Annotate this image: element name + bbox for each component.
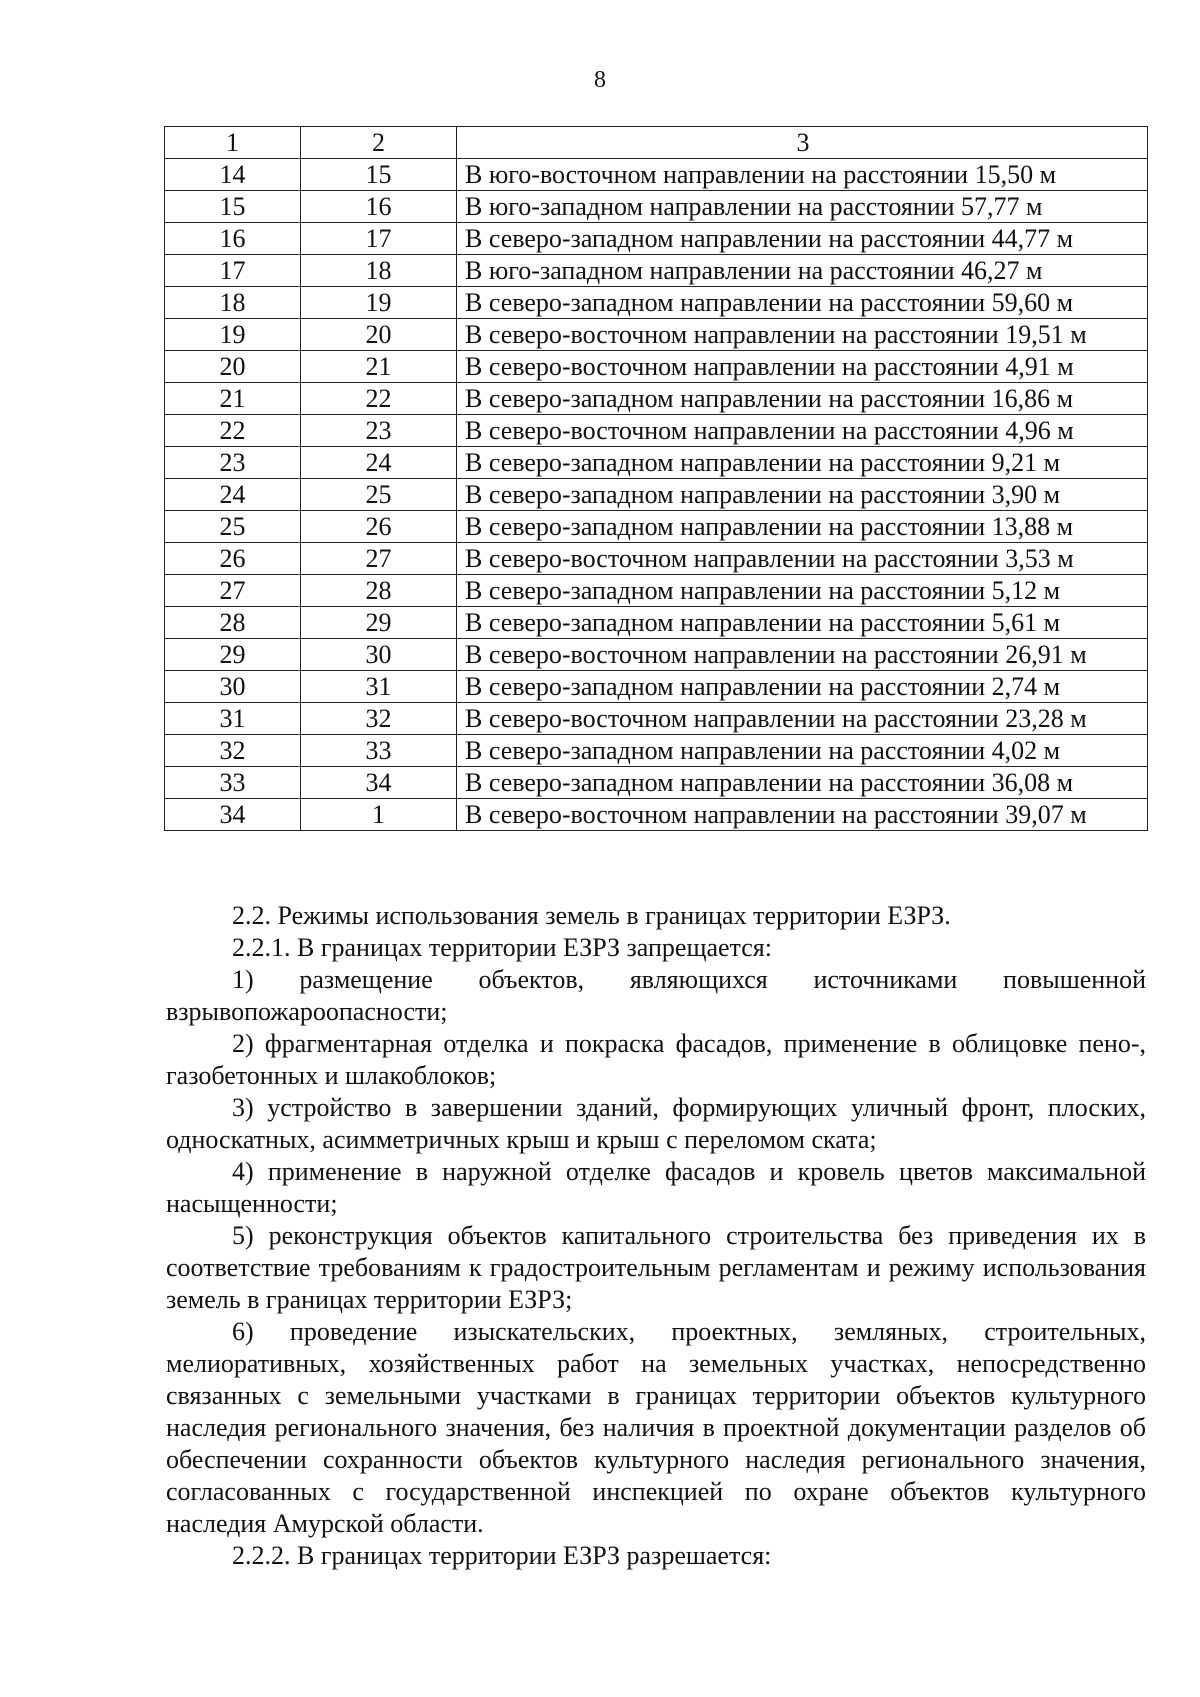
cell-to-point: 20: [301, 319, 457, 351]
cell-from-point: 31: [165, 703, 301, 735]
table-row: [165, 351, 1148, 383]
cell-from-point: 30: [165, 671, 301, 703]
page-number: 8: [594, 67, 606, 93]
cell-to-point: 16: [301, 191, 457, 223]
prohibited-item-6: 6) проведение изыскательских, проектных, земляных, строительных, мелиоративных, хозяйственных работ на земельных участках, непосредственно связанных с земельными участками в границах территории объектов культурного наследия регионального значения, без наличия в проектной документации разделов об обеспечении сохранности объектов культурного наследия регионального значения, согласованных с государственной инспекцией по охране объектов культурного наследия Амурской области.: [166, 1317, 1146, 1538]
cell-to-point: 33: [301, 735, 457, 767]
cell-direction-description: В северо-восточном направлении на расстоянии 23,28 м: [457, 703, 1148, 735]
cell-direction-description: В северо-западном направлении на расстоянии 44,77 м: [457, 223, 1148, 255]
cell-from-point: 34: [165, 799, 301, 831]
cell-from-point: 14: [165, 159, 301, 191]
cell-direction-description: В северо-западном направлении на расстоянии 4,02 м: [457, 735, 1148, 767]
table-row: [165, 767, 1148, 799]
section-heading: 2.2. Режимы использования земель в границах территории ЕЗРЗ.: [232, 901, 951, 930]
table-row: [165, 287, 1148, 319]
cell-to-point: 29: [301, 607, 457, 639]
column-header-2: 2: [301, 127, 457, 159]
cell-direction-description: В северо-западном направлении на расстоянии 13,88 м: [457, 511, 1148, 543]
cell-from-point: 21: [165, 383, 301, 415]
cell-to-point: 21: [301, 351, 457, 383]
cell-to-point: 26: [301, 511, 457, 543]
table-row: [165, 383, 1148, 415]
cell-direction-description: В северо-западном направлении на расстоянии 2,74 м: [457, 671, 1148, 703]
table-row: [165, 735, 1148, 767]
cell-from-point: 15: [165, 191, 301, 223]
prohibited-item-1: 1) размещение объектов, являющихся источниками повышенной взрывопожароопасности;: [166, 965, 1146, 1026]
cell-from-point: 18: [165, 287, 301, 319]
boundary-points-table: [164, 126, 1148, 831]
table-row: [165, 479, 1148, 511]
cell-to-point: 32: [301, 703, 457, 735]
prohibited-item-5: 5) реконструкция объектов капитального строительства без приведения их в соответствие требованиям к градостроительным регламентам и режиму использования земель в границах территории ЕЗРЗ;: [166, 1221, 1146, 1314]
cell-to-point: 30: [301, 639, 457, 671]
table-row: [165, 447, 1148, 479]
column-header-3: 3: [457, 127, 1148, 159]
table-row: [165, 415, 1148, 447]
prohibited-item-4: 4) применение в наружной отделке фасадов и кровель цветов максимальной насыщенности;: [166, 1157, 1146, 1218]
cell-direction-description: В юго-западном направлении на расстоянии 46,27 м: [457, 255, 1148, 287]
cell-direction-description: В северо-западном направлении на расстоянии 3,90 м: [457, 479, 1148, 511]
prohibited-item-3: 3) устройство в завершении зданий, формирующих уличный фронт, плоских, односкатных, асимметричных крыш и крыш с переломом ската;: [166, 1093, 1146, 1154]
cell-to-point: 19: [301, 287, 457, 319]
table-row: [165, 543, 1148, 575]
cell-to-point: 31: [301, 671, 457, 703]
regulations-section: [166, 900, 1146, 1572]
table-row: [165, 255, 1148, 287]
cell-direction-description: В юго-восточном направлении на расстоянии 15,50 м: [457, 159, 1148, 191]
cell-from-point: 26: [165, 543, 301, 575]
cell-from-point: 29: [165, 639, 301, 671]
column-header-1: 1: [165, 127, 301, 159]
section-subheading-allowed: 2.2.2. В границах территории ЕЗРЗ разрешается:: [232, 1541, 772, 1570]
cell-from-point: 19: [165, 319, 301, 351]
cell-direction-description: В юго-западном направлении на расстоянии 57,77 м: [457, 191, 1148, 223]
table-row: [165, 319, 1148, 351]
cell-to-point: 1: [301, 799, 457, 831]
cell-to-point: 28: [301, 575, 457, 607]
table-row: [165, 511, 1148, 543]
cell-to-point: 27: [301, 543, 457, 575]
cell-to-point: 34: [301, 767, 457, 799]
cell-from-point: 27: [165, 575, 301, 607]
cell-to-point: 15: [301, 159, 457, 191]
cell-direction-description: В северо-западном направлении на расстоянии 16,86 м: [457, 383, 1148, 415]
cell-from-point: 25: [165, 511, 301, 543]
table-body: [165, 159, 1148, 831]
cell-direction-description: В северо-западном направлении на расстоянии 5,61 м: [457, 607, 1148, 639]
cell-direction-description: В северо-восточном направлении на расстоянии 3,53 м: [457, 543, 1148, 575]
cell-from-point: 16: [165, 223, 301, 255]
table-row: [165, 671, 1148, 703]
table-row: [165, 575, 1148, 607]
cell-to-point: 18: [301, 255, 457, 287]
cell-from-point: 17: [165, 255, 301, 287]
cell-direction-description: В северо-восточном направлении на расстоянии 19,51 м: [457, 319, 1148, 351]
table-row: [165, 191, 1148, 223]
prohibited-item-2: 2) фрагментарная отделка и покраска фасадов, применение в облицовке пено-, газобетонных и шлакоблоков;: [166, 1029, 1146, 1090]
table-row: [165, 159, 1148, 191]
cell-to-point: 17: [301, 223, 457, 255]
cell-from-point: 24: [165, 479, 301, 511]
cell-direction-description: В северо-восточном направлении на расстоянии 4,91 м: [457, 351, 1148, 383]
cell-direction-description: В северо-западном направлении на расстоянии 9,21 м: [457, 447, 1148, 479]
table-row: [165, 799, 1148, 831]
cell-to-point: 25: [301, 479, 457, 511]
cell-from-point: 22: [165, 415, 301, 447]
cell-direction-description: В северо-восточном направлении на расстоянии 4,96 м: [457, 415, 1148, 447]
cell-from-point: 20: [165, 351, 301, 383]
cell-to-point: 24: [301, 447, 457, 479]
cell-direction-description: В северо-западном направлении на расстоянии 5,12 м: [457, 575, 1148, 607]
cell-from-point: 32: [165, 735, 301, 767]
table-row: [165, 703, 1148, 735]
cell-from-point: 33: [165, 767, 301, 799]
cell-direction-description: В северо-восточном направлении на расстоянии 26,91 м: [457, 639, 1148, 671]
cell-from-point: 23: [165, 447, 301, 479]
cell-direction-description: В северо-западном направлении на расстоянии 36,08 м: [457, 767, 1148, 799]
table-row: [165, 223, 1148, 255]
table-row: [165, 639, 1148, 671]
cell-direction-description: В северо-западном направлении на расстоянии 59,60 м: [457, 287, 1148, 319]
cell-to-point: 22: [301, 383, 457, 415]
cell-from-point: 28: [165, 607, 301, 639]
cell-to-point: 23: [301, 415, 457, 447]
section-subheading-prohibited: 2.2.1. В границах территории ЕЗРЗ запрещается:: [232, 933, 772, 962]
table-header-row: [165, 127, 1148, 159]
table-row: [165, 607, 1148, 639]
cell-direction-description: В северо-восточном направлении на расстоянии 39,07 м: [457, 799, 1148, 831]
